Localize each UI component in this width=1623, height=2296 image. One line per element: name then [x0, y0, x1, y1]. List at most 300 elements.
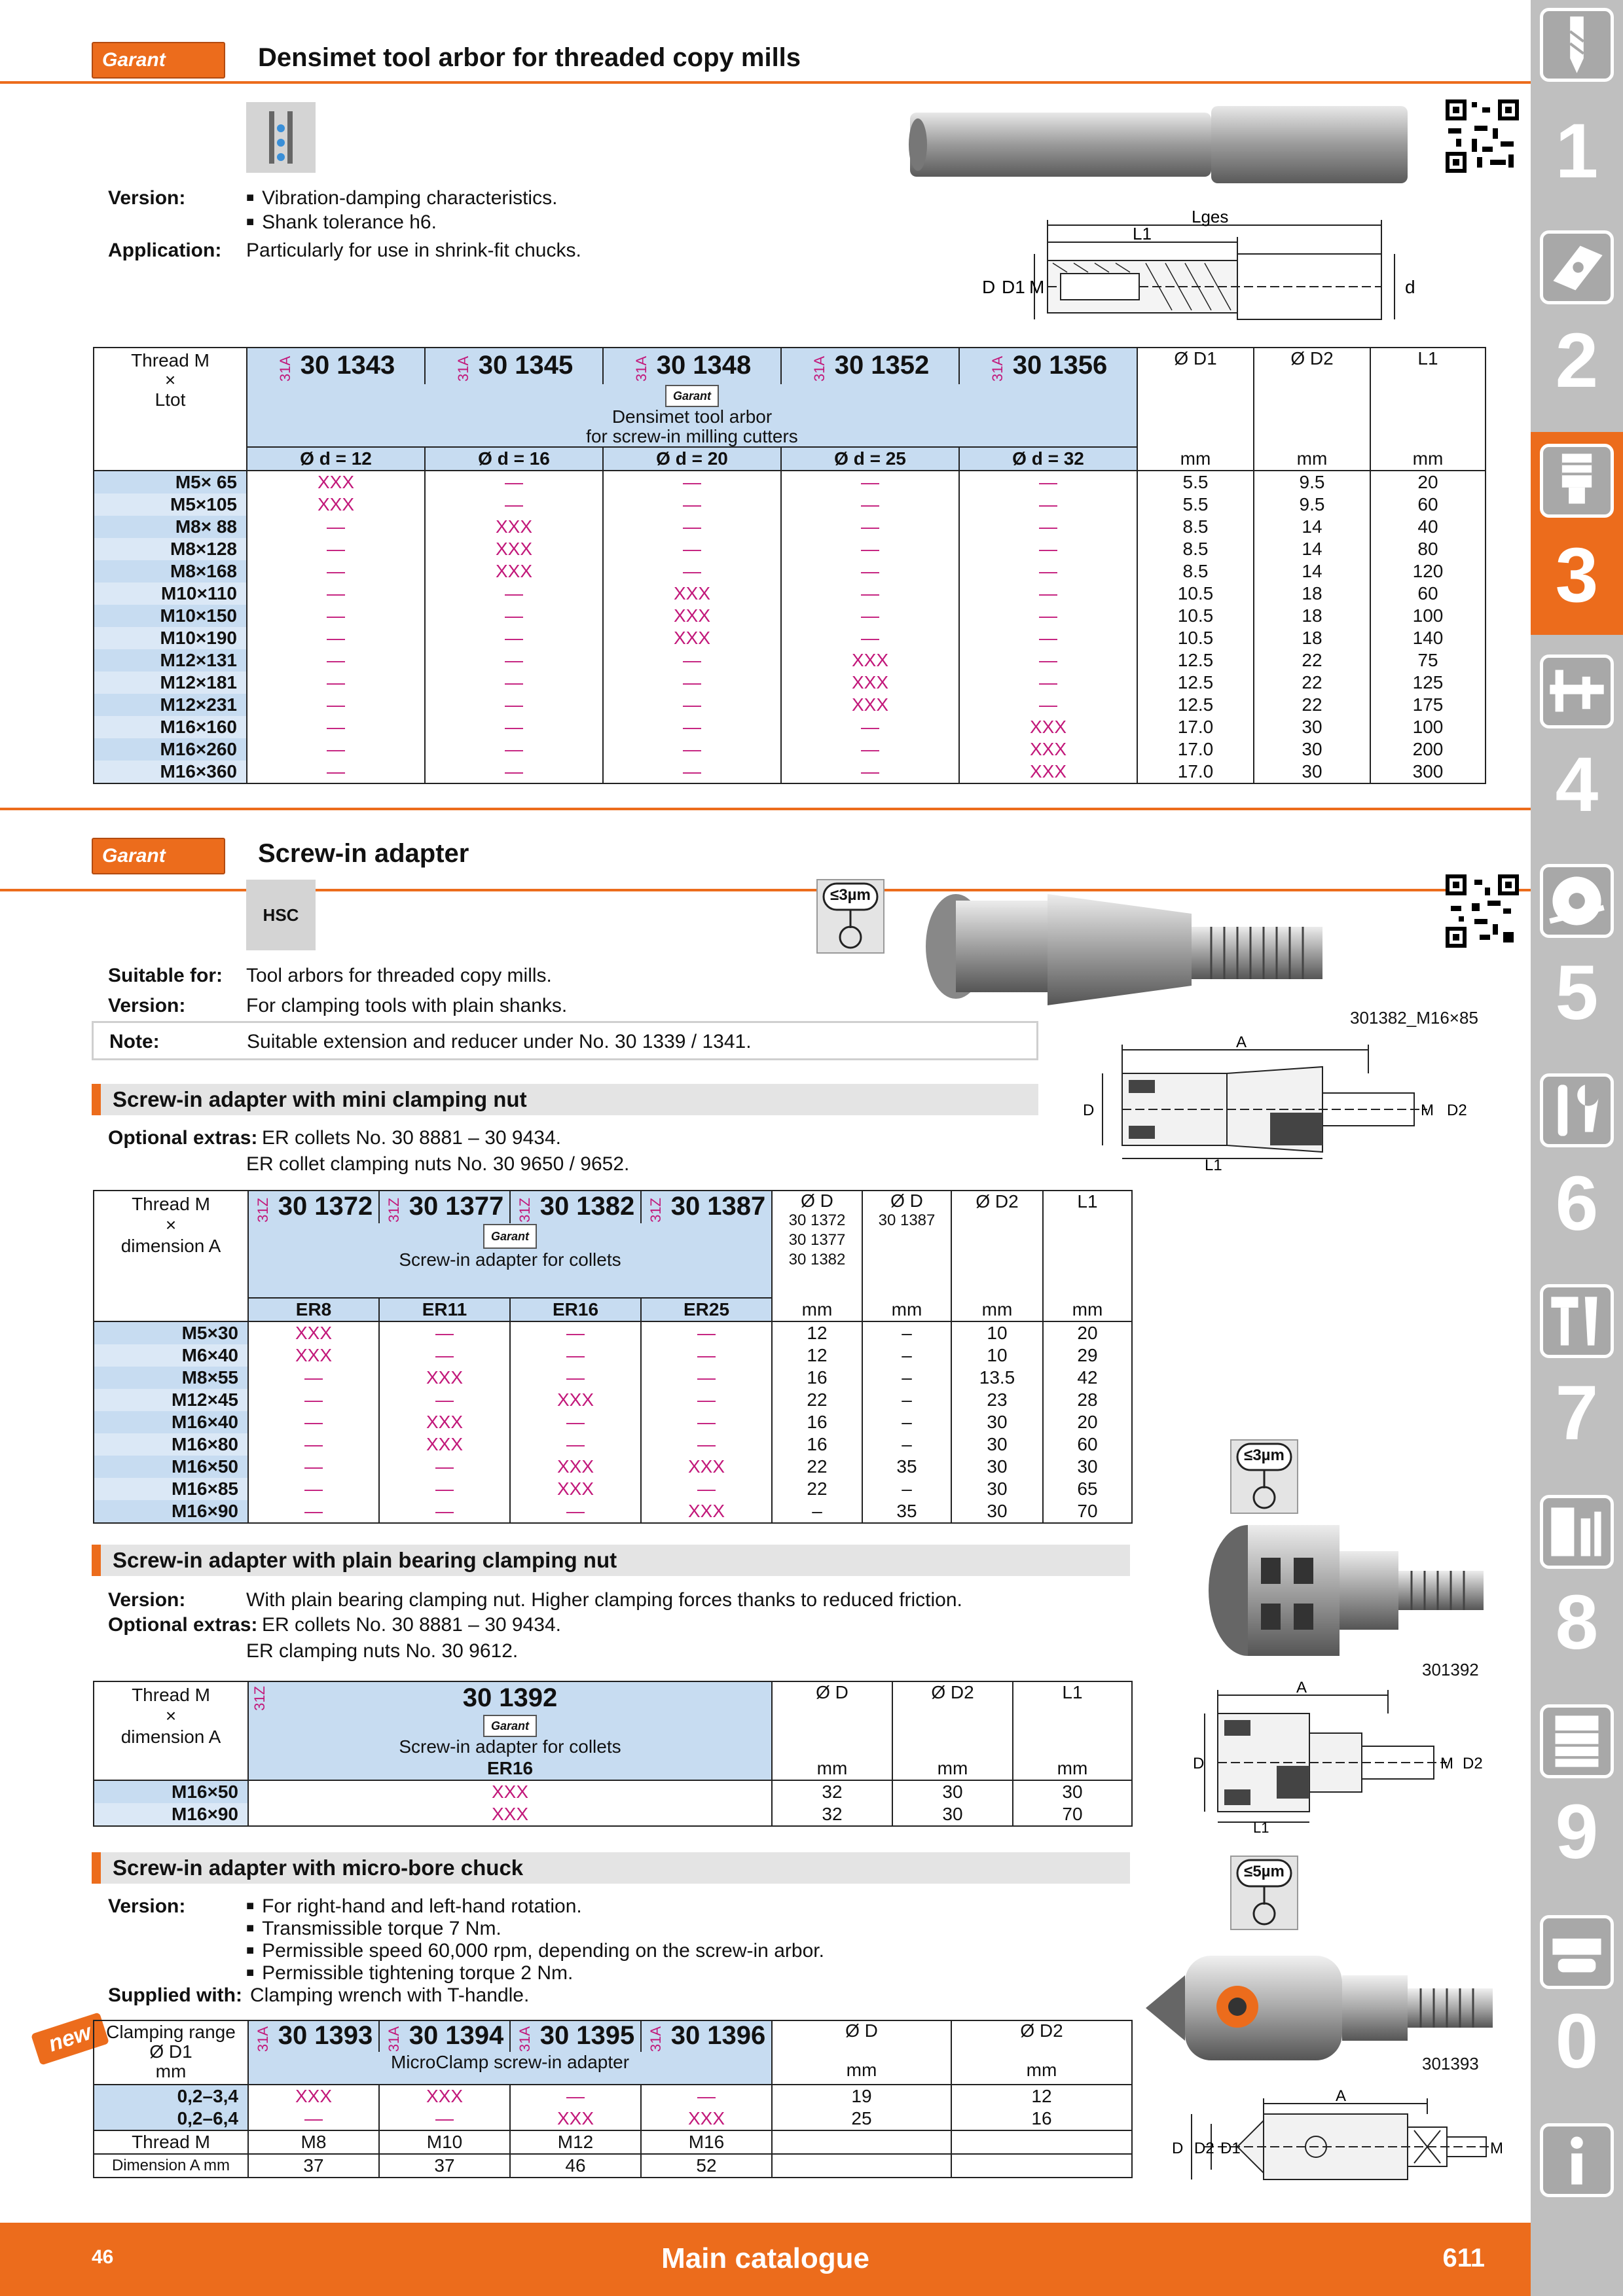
supplied-label: Supplied with:	[108, 1984, 242, 2006]
availability-cell: XXX	[379, 1433, 510, 1456]
availability-cell: —	[781, 516, 959, 538]
availability-cell: —	[247, 560, 425, 583]
d-label: D	[1193, 1755, 1205, 1772]
d1-value: 5.5	[1137, 493, 1254, 516]
version-item: ■ Transmissible torque 7 Nm.	[246, 1918, 501, 1940]
availability-cell: —	[379, 1344, 510, 1367]
plain-bearing-table	[93, 1681, 1133, 1827]
extras-text: ER collets No. 30 8881 – 30 9434.	[262, 1127, 561, 1149]
availability-cell: —	[248, 1478, 379, 1500]
tools-icon[interactable]	[1540, 1073, 1614, 1147]
availability-cell: XXX	[781, 694, 959, 716]
thread-size: M16×50	[94, 1456, 248, 1478]
arbor-dimension-diagram	[976, 208, 1434, 332]
table-row	[94, 516, 1486, 538]
chapter-tab-2[interactable]: 2	[1555, 317, 1599, 404]
collet-header: ER11	[379, 1298, 510, 1321]
availability-cell: —	[603, 672, 781, 694]
d-value: 19	[772, 2085, 951, 2108]
availability-cell: —	[248, 1367, 379, 1389]
table-row	[94, 716, 1486, 738]
unit-cell: mm	[951, 1298, 1043, 1321]
chapter-tab-0[interactable]: 0	[1555, 1998, 1599, 2085]
availability-cell: —	[248, 1433, 379, 1456]
section-title: Densimet tool arbor for threaded copy mills	[258, 43, 801, 72]
d2-value: 14	[1254, 516, 1370, 538]
cabinet-icon[interactable]	[1540, 1704, 1614, 1778]
table-row	[94, 1456, 1132, 1478]
availability-cell: —	[425, 605, 603, 627]
availability-cell: —	[959, 627, 1137, 649]
d-value: 12	[772, 1344, 862, 1367]
availability-cell: —	[247, 716, 425, 738]
l1-value: 200	[1370, 738, 1486, 761]
l1-value: 20	[1043, 1411, 1132, 1433]
d1-header: Ø D1	[1137, 348, 1254, 447]
l1-value: 175	[1370, 694, 1486, 716]
suitable-text: Tool arbors for threaded copy mills.	[246, 965, 552, 986]
version-item: ■ Permissible tightening torque 2 Nm.	[246, 1962, 573, 1984]
d2-header: Ø D2	[951, 1191, 1043, 1298]
availability-cell: —	[248, 2108, 379, 2130]
availability-cell: —	[247, 605, 425, 627]
l1-value: 100	[1370, 716, 1486, 738]
thread-size: M16×90	[94, 1500, 248, 1523]
d2-header: Ø D2	[892, 1681, 1013, 1757]
availability-cell: —	[603, 649, 781, 672]
empty-cell	[951, 2130, 1132, 2154]
table-row	[94, 1389, 1132, 1411]
page-footer	[0, 2223, 1531, 2296]
d2-value: 30	[1254, 738, 1370, 761]
availability-cell: —	[379, 1478, 510, 1500]
thread-size: M10×190	[94, 627, 247, 649]
insert-icon[interactable]	[1540, 230, 1614, 304]
subsection-mini-clamping: Screw-in adapter with mini clamping nut	[92, 1084, 1038, 1115]
image-caption: 301382_M16×85	[1350, 1008, 1478, 1028]
unit-cell: mm	[1370, 447, 1486, 471]
thread-size: M6×40	[94, 1344, 248, 1367]
availability-cell: XXX	[248, 2085, 379, 2108]
availability-cell: —	[603, 761, 781, 783]
availability-cell: —	[959, 471, 1137, 493]
availability-cell: XXX	[248, 1321, 379, 1344]
catalogue-title: Main catalogue	[661, 2242, 869, 2274]
availability-cell: —	[425, 471, 603, 493]
d-value: –	[862, 1411, 951, 1433]
d2-header: Ø D2 mm	[951, 2020, 1132, 2085]
d-value: 32	[772, 1803, 892, 1826]
d-value: 25	[772, 2108, 951, 2130]
availability-cell: —	[379, 1389, 510, 1411]
availability-cell: XXX	[425, 538, 603, 560]
thread-size: M16×50	[94, 1780, 248, 1803]
availability-cell: —	[781, 761, 959, 783]
availability-cell: XXX	[603, 605, 781, 627]
m-label: M	[1029, 277, 1045, 297]
availability-cell: XXX	[641, 1500, 772, 1523]
lges-label: Lges	[1192, 207, 1229, 226]
diameter-header: Ø d = 16	[425, 447, 603, 471]
d2-value: 12	[951, 2085, 1132, 2108]
d-value: –	[862, 1478, 951, 1500]
availability-cell: —	[959, 538, 1137, 560]
article-header: 31Z 30 1377	[379, 1191, 510, 1223]
availability-cell: —	[781, 471, 959, 493]
d1-value: 17.0	[1137, 738, 1254, 761]
table-row	[94, 2108, 1132, 2130]
image-caption: 301393	[1422, 2054, 1479, 2073]
availability-cell: —	[247, 672, 425, 694]
availability-cell: —	[603, 560, 781, 583]
thread-size: M12×231	[94, 694, 247, 716]
thread-size: M8× 88	[94, 516, 247, 538]
availability-cell: —	[379, 1456, 510, 1478]
d2-value: 30	[951, 1411, 1043, 1433]
table-row	[94, 1478, 1132, 1500]
availability-cell: —	[247, 649, 425, 672]
garant-logo: Garant	[92, 838, 225, 874]
thread-size: M8×55	[94, 1367, 248, 1389]
safety-icon[interactable]	[1540, 1915, 1614, 1989]
thread-size: M12×131	[94, 649, 247, 672]
thread-size: M12×45	[94, 1389, 248, 1411]
availability-cell: —	[959, 605, 1137, 627]
clamping-range-header: Clamping range Ø D1 mm	[94, 2020, 248, 2085]
l1-value: 100	[1370, 605, 1486, 627]
d-label: D	[1083, 1102, 1095, 1119]
l1-header: L1	[1013, 1681, 1132, 1757]
dimension-label: Dimension A mm	[94, 2154, 248, 2178]
chapter-tab-8[interactable]: 8	[1555, 1579, 1599, 1666]
availability-cell: —	[603, 716, 781, 738]
hammer-pliers-icon[interactable]	[1540, 1284, 1614, 1358]
thread-size: M16×90	[94, 1803, 248, 1826]
article-header: 31Z 30 1387	[641, 1191, 772, 1223]
m-label: M	[1440, 1755, 1453, 1772]
d-value: –	[772, 1500, 862, 1523]
caliper-icon[interactable]	[1540, 655, 1614, 728]
d1-value: 10.5	[1137, 605, 1254, 627]
d2-header: Ø D2	[1254, 348, 1370, 447]
d1-value: 8.5	[1137, 560, 1254, 583]
page-number-left: 46	[92, 2246, 114, 2268]
image-caption: 301392	[1422, 1660, 1479, 1679]
l1-header: L1	[1043, 1191, 1132, 1298]
runout-gauge-icon: ≤3µm	[814, 877, 886, 956]
d-value: –	[862, 1367, 951, 1389]
availability-cell: XXX	[510, 1478, 641, 1500]
plain-bearing-diagram	[1193, 1679, 1499, 1836]
application-text: Particularly for use in shrink-fit chucks.	[246, 240, 581, 261]
table-row	[94, 1367, 1132, 1389]
availability-cell: —	[510, 1411, 641, 1433]
product-description: MicroClamp screw-in adapter	[248, 2052, 772, 2085]
extras-text: ER collets No. 30 8881 – 30 9434.	[262, 1614, 561, 1636]
table-row	[94, 560, 1486, 583]
application-label: Application:	[108, 240, 222, 261]
clamping-range: 0,2–3,4	[94, 2085, 248, 2108]
collet-header: ER16	[248, 1757, 772, 1780]
availability-cell: —	[248, 1389, 379, 1411]
availability-cell: —	[247, 761, 425, 783]
d2-value: 22	[1254, 649, 1370, 672]
diameter-header: Ø d = 12	[247, 447, 425, 471]
availability-cell: —	[781, 583, 959, 605]
info-icon[interactable]	[1540, 2123, 1614, 2197]
table-row	[94, 1433, 1132, 1456]
availability-cell: —	[959, 493, 1137, 516]
availability-cell: —	[641, 1411, 772, 1433]
garant-logo: Garant	[92, 42, 225, 79]
d-value: 35	[862, 1456, 951, 1478]
availability-cell: —	[603, 694, 781, 716]
micro-bore-chuck-image	[1139, 1936, 1499, 2067]
d2-label: D2	[1447, 1102, 1467, 1119]
availability-cell: XXX	[247, 471, 425, 493]
availability-cell: XXX	[379, 1367, 510, 1389]
table-row	[94, 649, 1486, 672]
article-header: 31A 30 1395	[510, 2020, 641, 2052]
table-row	[94, 1500, 1132, 1523]
table-row	[94, 738, 1486, 761]
thread-size: M5×30	[94, 1321, 248, 1344]
chapter-tab-7[interactable]: 7	[1555, 1370, 1599, 1456]
subsection-micro-bore: Screw-in adapter with micro-bore chuck	[92, 1852, 1130, 1884]
thread-header: Thread M × Ltot	[94, 348, 247, 471]
availability-cell: XXX	[425, 560, 603, 583]
chapter-tab-3[interactable]: 3	[1555, 532, 1599, 619]
version-item: ■ Vibration-damping characteristics.	[246, 187, 557, 209]
l1-value: 70	[1013, 1803, 1132, 1826]
thread-value: M8	[248, 2130, 379, 2154]
d1-label: D1	[1220, 2140, 1241, 2157]
version-text: With plain bearing clamping nut. Higher clamping forces thanks to reduced friction.	[246, 1589, 962, 1611]
thread-size: M16×160	[94, 716, 247, 738]
d2-value: 22	[1254, 694, 1370, 716]
coolant-icon	[246, 102, 316, 173]
d1-value: 5.5	[1137, 471, 1254, 493]
availability-cell: —	[425, 493, 603, 516]
d1-label: D1	[1002, 277, 1025, 297]
l1-value: 30	[1013, 1780, 1132, 1803]
thread-value: M12	[510, 2130, 641, 2154]
page-number-right: 611	[1442, 2244, 1485, 2272]
plain-bearing-adapter-image	[1202, 1518, 1490, 1669]
m-label: M	[1490, 2140, 1503, 2157]
article-header: 31A 30 1393	[248, 2020, 379, 2052]
d2-value: 18	[1254, 627, 1370, 649]
a-label: A	[1236, 1033, 1247, 1051]
availability-cell: XXX	[959, 738, 1137, 761]
d-label: D	[1172, 2140, 1184, 2157]
thread-size: M10×150	[94, 605, 247, 627]
thread-size: M5×105	[94, 493, 247, 516]
dimension-value: 46	[510, 2154, 641, 2178]
thread-header: Thread M × dimension A	[94, 1681, 248, 1780]
d-value: –	[862, 1433, 951, 1456]
section-header-screw-in-adapter	[0, 808, 1531, 891]
l1-value: 29	[1043, 1344, 1132, 1367]
availability-cell: XXX	[248, 1803, 772, 1826]
availability-cell: XXX	[781, 672, 959, 694]
collet-header: ER8	[248, 1298, 379, 1321]
hsc-badge: HSC	[246, 880, 316, 950]
chapter-tab-6[interactable]: 6	[1555, 1160, 1599, 1247]
article-header: 31Z 30 1382	[510, 1191, 641, 1223]
availability-cell: —	[248, 1411, 379, 1433]
availability-cell: XXX	[510, 2108, 641, 2130]
saw-blade-icon[interactable]	[1540, 864, 1614, 938]
availability-cell: XXX	[379, 1411, 510, 1433]
availability-cell: —	[247, 694, 425, 716]
l1-value: 120	[1370, 560, 1486, 583]
section-header-densimet	[0, 0, 1531, 84]
subsection-plain-bearing: Screw-in adapter with plain bearing clamping nut	[92, 1545, 1130, 1576]
d2-value: 23	[951, 1389, 1043, 1411]
availability-cell: XXX	[248, 1780, 772, 1803]
d2-label: D2	[1463, 1755, 1483, 1772]
availability-cell: —	[641, 1389, 772, 1411]
supplied-text: Clamping wrench with T-handle.	[250, 1984, 530, 2006]
availability-cell: —	[425, 649, 603, 672]
availability-cell: —	[641, 1478, 772, 1500]
availability-cell: —	[510, 1344, 641, 1367]
d-value: 22	[772, 1456, 862, 1478]
availability-cell: XXX	[641, 1456, 772, 1478]
availability-cell: —	[603, 538, 781, 560]
d-value: 16	[772, 1433, 862, 1456]
a-label: A	[1296, 1679, 1307, 1696]
mini-clamping-table	[93, 1190, 1133, 1524]
qr-code[interactable]	[1446, 874, 1519, 948]
empty-cell	[772, 2130, 951, 2154]
micro-bore-diagram	[1165, 2088, 1506, 2193]
table-row	[94, 1344, 1132, 1367]
d-value: 35	[862, 1500, 951, 1523]
availability-cell: —	[641, 1433, 772, 1456]
dimension-row	[94, 2154, 1132, 2178]
suitable-label: Suitable for:	[108, 965, 223, 986]
d2-value: 16	[951, 2108, 1132, 2130]
runout-gauge-icon: ≤3µm	[1228, 1437, 1300, 1516]
runout-gauge-icon: ≤5µm	[1228, 1854, 1300, 1932]
d-value: –	[862, 1344, 951, 1367]
availability-cell: XXX	[781, 649, 959, 672]
drill-icon[interactable]	[1540, 8, 1614, 82]
l1-value: 65	[1043, 1478, 1132, 1500]
article-header: 31Z 30 1392	[248, 1681, 772, 1714]
article-header: 31A 30 1394	[379, 2020, 510, 2052]
d2-label: D2	[1194, 2140, 1214, 2157]
d2-value: 13.5	[951, 1367, 1043, 1389]
d2-value: 30	[1254, 716, 1370, 738]
availability-cell: —	[781, 605, 959, 627]
availability-cell: —	[641, 2085, 772, 2108]
table-row	[94, 672, 1486, 694]
d2-value: 22	[1254, 672, 1370, 694]
d2-value: 10	[951, 1321, 1043, 1344]
availability-cell: XXX	[248, 1344, 379, 1367]
d2-value: 14	[1254, 538, 1370, 560]
chapter-tab-1[interactable]: 1	[1555, 108, 1599, 194]
clamping-range: 0,2–6,4	[94, 2108, 248, 2130]
d-value: 22	[772, 1478, 862, 1500]
l1-value: 125	[1370, 672, 1486, 694]
l1-label: L1	[1133, 224, 1152, 243]
product-description: Garant Screw-in adapter for collets	[248, 1223, 772, 1298]
chapter-tab-5[interactable]: 5	[1555, 950, 1599, 1036]
table-row	[94, 1803, 1132, 1826]
availability-cell: —	[247, 738, 425, 761]
arbor-icon[interactable]	[1540, 444, 1614, 518]
diameter-header: Ø d = 20	[603, 447, 781, 471]
table-row	[94, 1780, 1132, 1803]
section-title: Screw-in adapter	[258, 839, 469, 868]
version-item: ■ For right-hand and left-hand rotation.	[246, 1895, 582, 1918]
article-header: 31A 30 1343	[247, 348, 425, 384]
availability-cell: XXX	[959, 761, 1137, 783]
thread-size: M5× 65	[94, 471, 247, 493]
unit-cell: mm	[772, 1757, 892, 1780]
dimension-value: 37	[379, 2154, 510, 2178]
extras-label: Optional extras:	[108, 1127, 258, 1149]
d2-value: 30	[1254, 761, 1370, 783]
d2-value: 14	[1254, 560, 1370, 583]
availability-cell: —	[959, 516, 1137, 538]
collet-header: ER16	[510, 1298, 641, 1321]
thread-size: M12×181	[94, 672, 247, 694]
product-description: Garant Densimet tool arbor for screw-in milling cutters	[247, 384, 1137, 447]
thread-size: M16×80	[94, 1433, 248, 1456]
diameter-header: Ø d = 25	[781, 447, 959, 471]
thread-label: Thread M	[94, 2130, 248, 2154]
version-label: Version:	[108, 1895, 186, 1917]
availability-cell: —	[510, 1321, 641, 1344]
thread-size: M8×168	[94, 560, 247, 583]
article-header: 31A 30 1348	[603, 348, 781, 384]
article-header: 31A 30 1352	[781, 348, 959, 384]
d2-value: 30	[951, 1478, 1043, 1500]
availability-cell: —	[781, 560, 959, 583]
l1-value: 30	[1043, 1456, 1132, 1478]
d-header-a: Ø D 30 1372 30 1377 30 1382	[772, 1191, 862, 1298]
unit-cell: mm	[862, 1298, 951, 1321]
unit-cell: mm	[892, 1757, 1013, 1780]
availability-cell: —	[248, 1500, 379, 1523]
version-item: ■ Shank tolerance h6.	[246, 211, 437, 234]
note-box	[92, 1021, 1038, 1060]
workshop-icon[interactable]	[1540, 1495, 1614, 1569]
thread-value: M16	[641, 2130, 772, 2154]
article-header: 31A 30 1396	[641, 2020, 772, 2052]
chapter-tab-9[interactable]: 9	[1555, 1789, 1599, 1875]
d2-value: 9.5	[1254, 471, 1370, 493]
l1-value: 140	[1370, 627, 1486, 649]
l1-value: 42	[1043, 1367, 1132, 1389]
d1-value: 10.5	[1137, 627, 1254, 649]
version-label: Version:	[108, 187, 186, 209]
thread-size: M16×85	[94, 1478, 248, 1500]
d-value: –	[862, 1389, 951, 1411]
unit-cell: mm	[1013, 1757, 1132, 1780]
availability-cell: —	[247, 627, 425, 649]
qr-code[interactable]	[1446, 99, 1519, 173]
version-item: ■ Permissible speed 60,000 rpm, depending on the screw-in arbor.	[246, 1940, 824, 1962]
l1-value: 20	[1370, 471, 1486, 493]
table-row	[94, 761, 1486, 783]
chapter-tab-4[interactable]: 4	[1555, 742, 1599, 828]
